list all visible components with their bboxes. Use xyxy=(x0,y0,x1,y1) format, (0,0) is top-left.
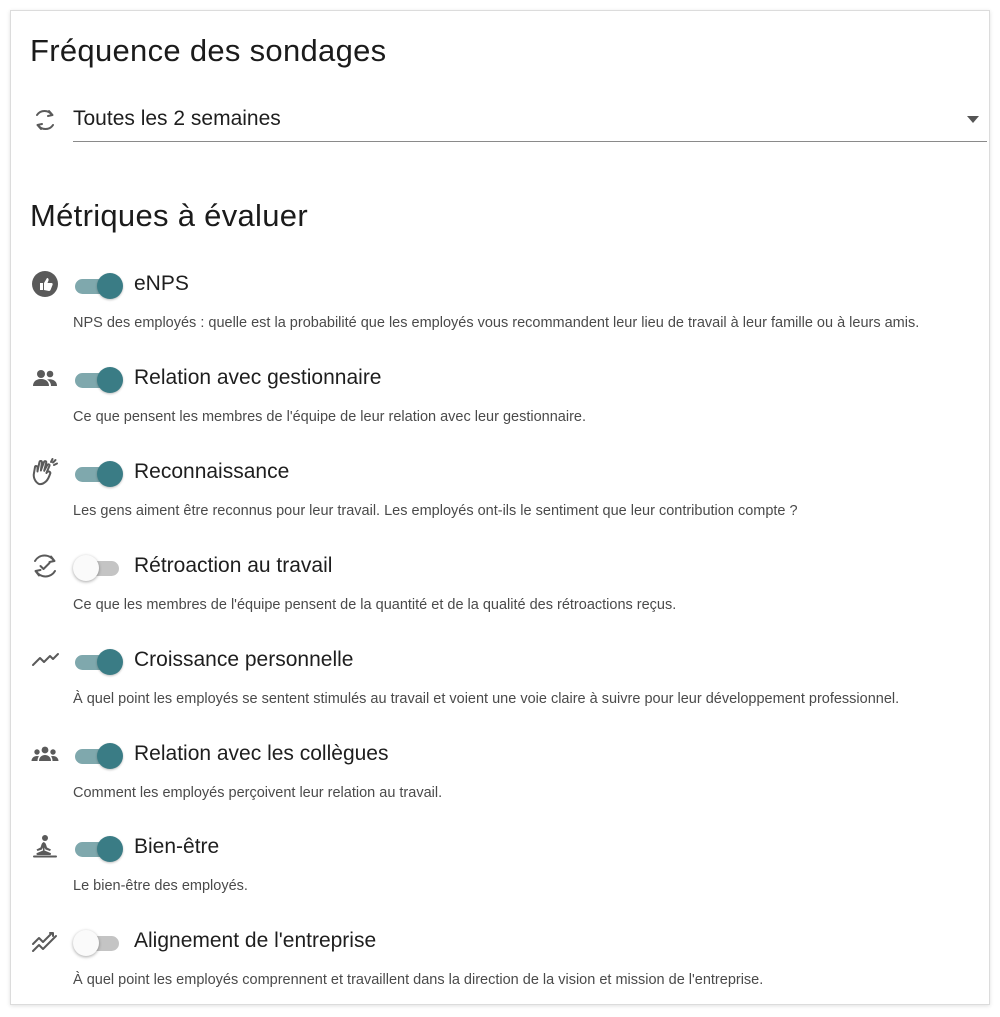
metric-item-feedback xyxy=(11,551,989,631)
metric-description: Le bien-être des employés. xyxy=(73,878,248,894)
people-icon xyxy=(30,363,60,393)
trending-line-icon xyxy=(30,645,60,675)
toggle-thumb xyxy=(97,273,123,299)
enps-toggle[interactable] xyxy=(73,273,123,299)
metric-item-wellbeing xyxy=(11,832,989,912)
metric-item-enps xyxy=(11,269,989,349)
metric-item-manager-relation xyxy=(11,363,989,443)
thumbs-up-icon xyxy=(30,269,60,299)
frequency-row xyxy=(30,103,988,143)
frequency-selected-value: Toutes les 2 semaines xyxy=(73,107,281,130)
sync-icon xyxy=(31,106,59,134)
metric-description: À quel point les employés comprennent et travaillent dans la direction de la vision et mission de l'entreprise. xyxy=(73,972,764,988)
chevron-down-icon[interactable] xyxy=(967,116,979,123)
feedback-toggle[interactable] xyxy=(73,555,123,581)
recognition-toggle[interactable] xyxy=(73,461,123,487)
toggle-thumb xyxy=(97,743,123,769)
toggle-thumb xyxy=(73,555,99,581)
frequency-select[interactable] xyxy=(73,103,987,142)
metric-description: À quel point les employés se sentent stimulés au travail et voient une voie claire à suivre pour leur développement professionnel. xyxy=(73,691,900,707)
metric-item-personal-growth xyxy=(11,645,989,725)
toggle-thumb xyxy=(97,649,123,675)
metric-label: Alignement de l'entreprise xyxy=(134,929,377,952)
frequency-title: Fréquence des sondages xyxy=(30,33,387,68)
personal-growth-toggle[interactable] xyxy=(73,649,123,675)
meditation-icon xyxy=(30,832,60,862)
metric-item-recognition xyxy=(11,457,989,537)
metric-label: eNPS xyxy=(134,272,189,295)
metric-description: Ce que pensent les membres de l'équipe de leur relation avec leur gestionnaire. xyxy=(73,409,586,425)
toggle-thumb xyxy=(97,461,123,487)
metric-label: Rétroaction au travail xyxy=(134,554,333,577)
double-trend-icon xyxy=(30,926,60,956)
toggle-thumb xyxy=(97,836,123,862)
wellbeing-toggle[interactable] xyxy=(73,836,123,862)
metric-label: Reconnaissance xyxy=(134,460,290,483)
colleague-relation-toggle[interactable] xyxy=(73,743,123,769)
sync-check-icon xyxy=(30,551,60,581)
metric-description: Comment les employés perçoivent leur relation au travail. xyxy=(73,785,443,801)
metric-label: Relation avec les collègues xyxy=(134,742,389,765)
group-icon xyxy=(30,739,60,769)
metric-label: Bien-être xyxy=(134,835,220,858)
metric-label: Croissance personnelle xyxy=(134,648,354,671)
metric-item-company-alignment xyxy=(11,926,989,1006)
metric-description: Ce que les membres de l'équipe pensent de la quantité et de la qualité des rétroactions reçus. xyxy=(73,597,677,613)
toggle-thumb xyxy=(97,367,123,393)
toggle-thumb xyxy=(73,930,99,956)
metric-label: Relation avec gestionnaire xyxy=(134,366,382,389)
metric-description: NPS des employés : quelle est la probabilité que les employés vous recommandent leur lieu de travail à leur famille ou à leurs amis. xyxy=(73,315,920,331)
survey-settings-card xyxy=(10,10,990,1005)
metrics-title: Métriques à évaluer xyxy=(30,198,308,233)
company-alignment-toggle[interactable] xyxy=(73,930,123,956)
metric-item-colleague-relation xyxy=(11,739,989,819)
manager-relation-toggle[interactable] xyxy=(73,367,123,393)
metric-description: Les gens aiment être reconnus pour leur travail. Les employés ont-ils le sentiment que leur contribution compte ? xyxy=(73,503,798,519)
clapping-hands-icon xyxy=(30,457,60,487)
